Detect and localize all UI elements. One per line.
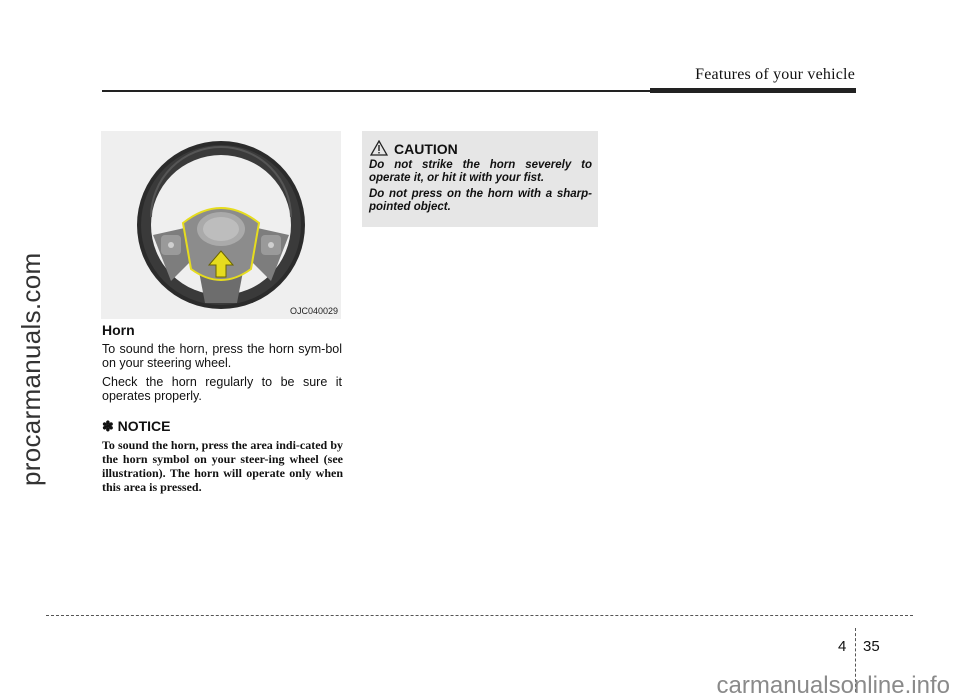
chapter-number: 4 [838,638,847,655]
warning-triangle-icon [370,140,388,156]
horn-paragraph-1: To sound the horn, press the horn sym-bol on your steering wheel. [102,342,342,370]
horn-paragraph-2: Check the horn regularly to be sure it operates properly. [102,375,342,403]
footer-rule [46,615,913,616]
steering-wheel-figure [101,131,341,319]
page-header-title: Features of your vehicle [695,66,855,83]
notice-body: To sound the horn, press the area indi-cated by the horn symbol on your steer-ing wheel (see illustration). The horn will operate only when this area is pressed. [102,438,343,494]
caution-item-2: Do not press on the horn with a sharp-pointed object. [369,188,592,213]
caution-item-1: Do not strike the horn severely to operate it, or hit it with your fist. [369,159,592,184]
steering-wheel-horn-illustration [101,131,341,319]
caution-box [362,131,598,227]
caution-title: CAUTION [394,141,458,157]
figure-code: OJC040029 [289,306,338,316]
side-watermark: procarmanuals.com [16,252,46,486]
horn-section-title: Horn [102,322,135,338]
page-number: 35 [863,638,880,655]
notice-title: ✽ NOTICE [102,418,171,434]
bottom-watermark: carmanualsonline.info [716,672,950,699]
header-rule-thick [650,88,856,93]
header-rule [102,90,650,92]
